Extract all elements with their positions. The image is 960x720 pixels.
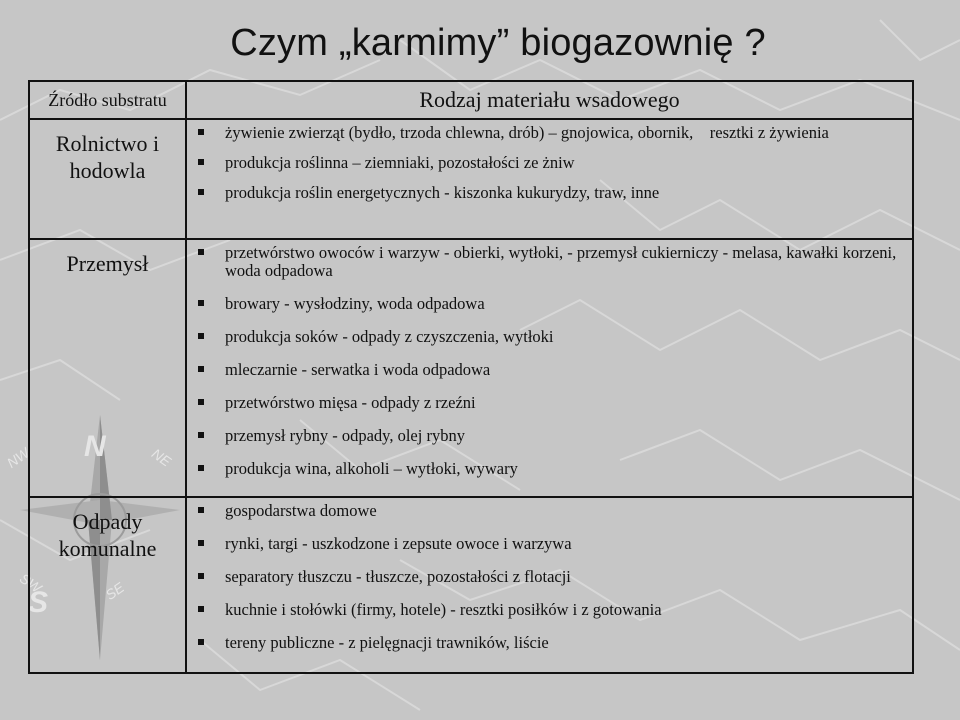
material-list bbox=[187, 120, 912, 202]
list-item: kuchnie i stołówki (firmy, hotele) - resztki posiłków i z gotowania bbox=[187, 601, 900, 619]
list-item: produkcja soków - odpady z czyszczenia, wytłoki bbox=[187, 328, 900, 346]
source-cell: Odpady komunalne bbox=[29, 497, 186, 673]
compass-label-nw: NW bbox=[3, 444, 33, 471]
list-item: przetwórstwo owoców i warzyw - obierki, wytłoki, - przemysł cukierniczy - melasa, kawałki korzeni, woda odpadowa bbox=[187, 244, 900, 280]
source-cell: Rolnictwo i hodowla bbox=[29, 119, 186, 239]
list-item: separatory tłuszczu - tłuszcze, pozostałości z flotacji bbox=[187, 568, 900, 586]
table-header-row bbox=[29, 81, 913, 119]
list-item: produkcja roślinna – ziemniaki, pozostałości ze żniw bbox=[187, 154, 900, 172]
list-item: produkcja wina, alkoholi – wytłoki, wywary bbox=[187, 460, 900, 478]
list-item: browary - wysłodziny, woda odpadowa bbox=[187, 295, 900, 313]
compass-label-ne: NE bbox=[148, 445, 175, 470]
material-cell bbox=[186, 239, 913, 497]
page-title: Czym „karmimy” biogazownię ? bbox=[230, 22, 766, 64]
list-item: produkcja roślin energetycznych - kiszonka kukurydzy, traw, inne bbox=[187, 184, 900, 202]
header-material: Rodzaj materiału wsadowego bbox=[186, 81, 913, 119]
list-item: przetwórstwo mięsa - odpady z rzeźni bbox=[187, 394, 900, 412]
list-item: rynki, targi - uszkodzone i zepsute owoce i warzywa bbox=[187, 535, 900, 553]
material-cell bbox=[186, 119, 913, 239]
list-item: tereny publiczne - z pielęgnacji trawników, liście bbox=[187, 634, 900, 652]
compass-label-sw: SW bbox=[16, 569, 45, 596]
material-cell bbox=[186, 497, 913, 673]
material-list bbox=[187, 498, 912, 652]
table-row-przemysl bbox=[29, 239, 913, 497]
list-item: gospodarstwa domowe bbox=[187, 502, 900, 520]
table-row-rolnictwo bbox=[29, 119, 913, 239]
substrate-table bbox=[28, 80, 914, 674]
compass-label-se: SE bbox=[102, 579, 127, 603]
list-item: żywienie zwierząt (bydło, trzoda chlewna, drób) – gnojowica, obornik, resztki z żywienia bbox=[187, 124, 900, 142]
list-item: przemysł rybny - odpady, olej rybny bbox=[187, 427, 900, 445]
material-list bbox=[187, 240, 912, 478]
header-source: Źródło substratu bbox=[29, 81, 186, 119]
list-item: mleczarnie - serwatka i woda odpadowa bbox=[187, 361, 900, 379]
compass-label-n: N bbox=[84, 430, 106, 463]
compass-label-s: S bbox=[28, 586, 49, 619]
source-cell: Przemysł bbox=[29, 239, 186, 497]
table-row-odpady bbox=[29, 497, 913, 673]
